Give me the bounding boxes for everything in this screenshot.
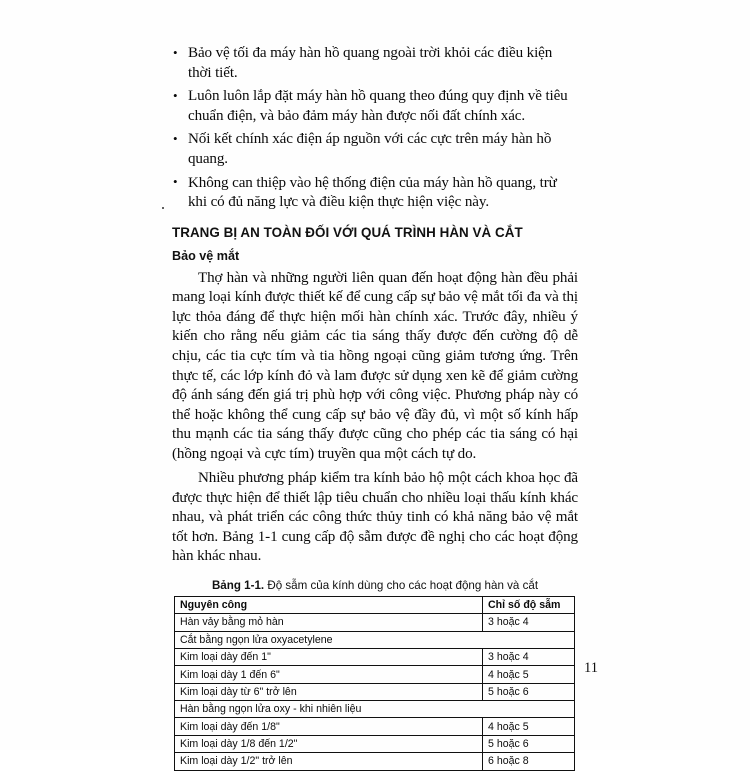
cell-operation: Kim loại dày từ 6" trở lên [175, 683, 483, 700]
cell-operation-group: Hàn bằng ngọn lửa oxy - khi nhiên liệu [175, 701, 575, 718]
section-heading: TRANG BỊ AN TOÀN ĐỐI VỚI QUÁ TRÌNH HÀN VÀ CẮT [172, 224, 523, 240]
body-paragraph: Nhiều phương pháp kiểm tra kính bảo hộ một cách khoa học đã được thực hiện để thiết lập tiêu chuẩn cho nhiều loại thấu kính khác nhau, và phát triển các công thức thủy tinh có khả năng bảo vệ mắt tốt hơn. Bảng 1-1 cung cấp độ sẫm được đề nghị cho các hoạt động hàn khác nhau. [172, 470, 578, 565]
cell-shade: 3 hoặc 4 [483, 648, 575, 665]
table-body [175, 614, 575, 770]
cell-operation: Kim loại dày 1/2" trở lên [175, 753, 483, 770]
table-row [175, 683, 575, 700]
table-row [175, 718, 575, 735]
table-row [175, 753, 575, 770]
cell-operation: Kim loại dày đến 1" [175, 648, 483, 665]
table-caption-text: Độ sẫm của kính dùng cho các hoạt động hàn và cắt [264, 578, 539, 592]
cell-operation-group: Cắt bằng ngọn lửa oxyacetylene [175, 631, 575, 648]
table-caption-label: Bảng 1-1. [211, 578, 265, 592]
cell-operation: Kim loại dày 1/8 đến 1/2" [175, 735, 483, 752]
list-item: • Bảo vệ tối đa máy hàn hồ quang ngoài trời khỏi các điều kiện thời tiết. [172, 44, 578, 83]
list-item: • Nối kết chính xác điện áp nguồn với các cực trên máy hàn hồ quang. [172, 130, 578, 169]
cell-shade: 6 hoặc 8 [483, 753, 575, 770]
table-head [175, 596, 575, 613]
list-item: • Luôn luôn lắp đặt máy hàn hồ quang theo đúng quy định về tiêu chuẩn điện, và bảo đảm máy hàn được nối đất chính xác. [172, 87, 578, 126]
table-row [175, 648, 575, 665]
cell-operation: Kim loại dày 1 đến 6" [175, 666, 483, 683]
cell-shade: 3 hoặc 4 [483, 614, 575, 631]
column-header-operation: Nguyên công [175, 596, 483, 613]
cell-shade: 5 hoặc 6 [483, 683, 575, 700]
table-row [175, 614, 575, 631]
sub-heading: Bảo vệ mắt [172, 248, 240, 263]
cell-shade: 4 hoặc 5 [483, 666, 575, 683]
cell-shade: 4 hoặc 5 [483, 718, 575, 735]
page-number: 11 [584, 660, 598, 676]
list-item-text: Không can thiệp vào hệ thống điện của máy hàn hồ quang, trừ khi có đủ năng lực và điều kiện thực hiện việc này. [188, 174, 557, 211]
shade-number-table [174, 596, 575, 771]
table-row [175, 666, 575, 683]
cell-operation: Hàn vảy bằng mỏ hàn [175, 614, 483, 631]
safety-bullet-list [172, 44, 578, 213]
page-content [172, 44, 578, 771]
list-item [172, 174, 578, 213]
table-header-row [175, 596, 575, 613]
cell-shade: 5 hoặc 6 [483, 735, 575, 752]
scan-artifact-dot [162, 207, 164, 209]
table-row-group [175, 631, 575, 648]
column-header-shade: Chỉ số độ sẫm [483, 596, 575, 613]
table-caption [172, 579, 578, 592]
table-row [175, 735, 575, 752]
body-paragraph: Thợ hàn và những người liên quan đến hoạt động hàn đều phải mang loại kính được thiết kế để cung cấp sự bảo vệ mắt tối đa và thị lực thỏa đáng để thực hiện mối hàn chính xác. Trước đây, nhiều ý kiến cho rằng nếu giảm các tia sáng thấy được đến cường độ dễ chịu, các tia cực tím và tia hồng ngoại cũng giảm tương ứng. Trên thực tế, các lớp kính đỏ và lam được sử dụng xen kẽ để giảm cường độ ánh sáng đến giá trị phù hợp với công việc. Phương pháp này có thể hoặc không thể cung cấp sự bảo vệ đầy đủ, vì một số kính hấp thu mạnh các tia sáng thấy được cũng cho phép các tia sáng có hại (hồng ngoại và cực tím) truyền qua một cách tự do. [172, 269, 578, 462]
table-row-group [175, 701, 575, 718]
cell-operation: Kim loại dày đến 1/8" [175, 718, 483, 735]
